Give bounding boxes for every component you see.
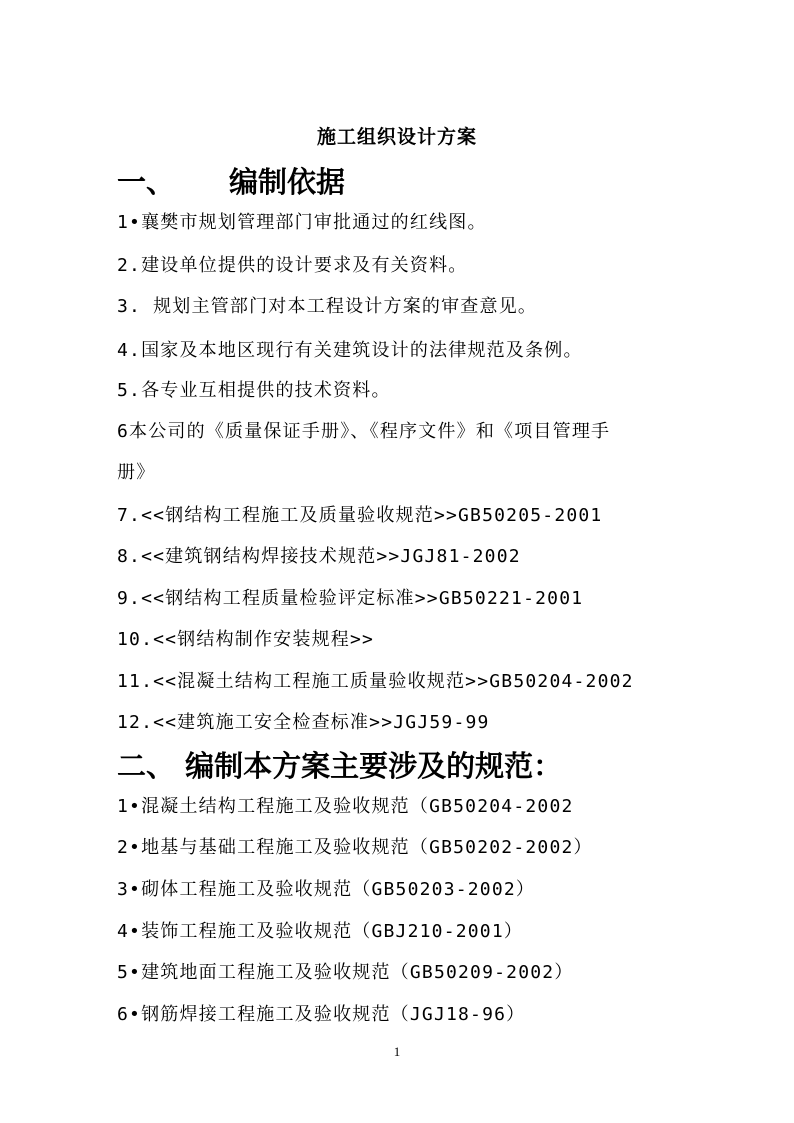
basis-item-9: 9.<<钢结构工程质量检验评定标准>>GB50221-2001 [117, 588, 584, 609]
standard-item-5: 5•建筑地面工程施工及验收规范（GB50209-2002） [117, 962, 574, 983]
standard-item-4: 4•装饰工程施工及验收规范（GBJ210-2001） [117, 921, 524, 942]
basis-item-2: 2.建设单位提供的设计要求及有关资料。 [117, 255, 468, 276]
basis-item-7: 7.<<钢结构工程施工及质量验收规范>>GB50205-2001 [117, 505, 603, 526]
basis-item-6-continued: 册》 [117, 462, 156, 483]
standard-item-1: 1•混凝土结构工程施工及验收规范（GB50204-2002 [117, 796, 574, 817]
basis-item-4: 4.国家及本地区现行有关建筑设计的法律规范及条例。 [117, 340, 583, 361]
page-number: 1 [393, 1044, 401, 1059]
basis-item-6: 6本公司的《质量保证手册》、《程序文件》和《项目管理手 [117, 421, 611, 442]
section-2-heading: 二、 编制本方案主要涉及的规范： [117, 749, 563, 783]
basis-item-8: 8.<<建筑钢结构焊接技术规范>>JGJ81-2002 [117, 546, 521, 567]
basis-item-10: 10.<<钢结构制作安装规程>> [117, 629, 375, 650]
document-title: 施工组织设计方案 [316, 126, 477, 148]
standard-item-6: 6•钢筋焊接工程施工及验收规范（JGJ18-96） [117, 1004, 526, 1025]
basis-item-12: 12.<<建筑施工安全检查标准>>JGJ59-99 [117, 712, 490, 733]
section-1-number: 一、 [117, 165, 176, 199]
standard-item-3: 3•砌体工程施工及验收规范（GB50203-2002） [117, 879, 536, 900]
basis-item-5: 5.各专业互相提供的技术资料。 [117, 380, 391, 401]
basis-item-3: 3. 规划主管部门对本工程设计方案的审查意见。 [117, 296, 538, 317]
section-1-heading [117, 160, 345, 201]
standard-item-2: 2•地基与基础工程施工及验收规范（GB50202-2002） [117, 837, 593, 858]
basis-item-11: 11.<<混凝土结构工程施工质量验收规范>>GB50204-2002 [117, 671, 634, 692]
basis-item-1: 1•襄樊市规划管理部门审批通过的红线图。 [117, 212, 487, 233]
section-1-title: 编制依据 [229, 165, 346, 199]
